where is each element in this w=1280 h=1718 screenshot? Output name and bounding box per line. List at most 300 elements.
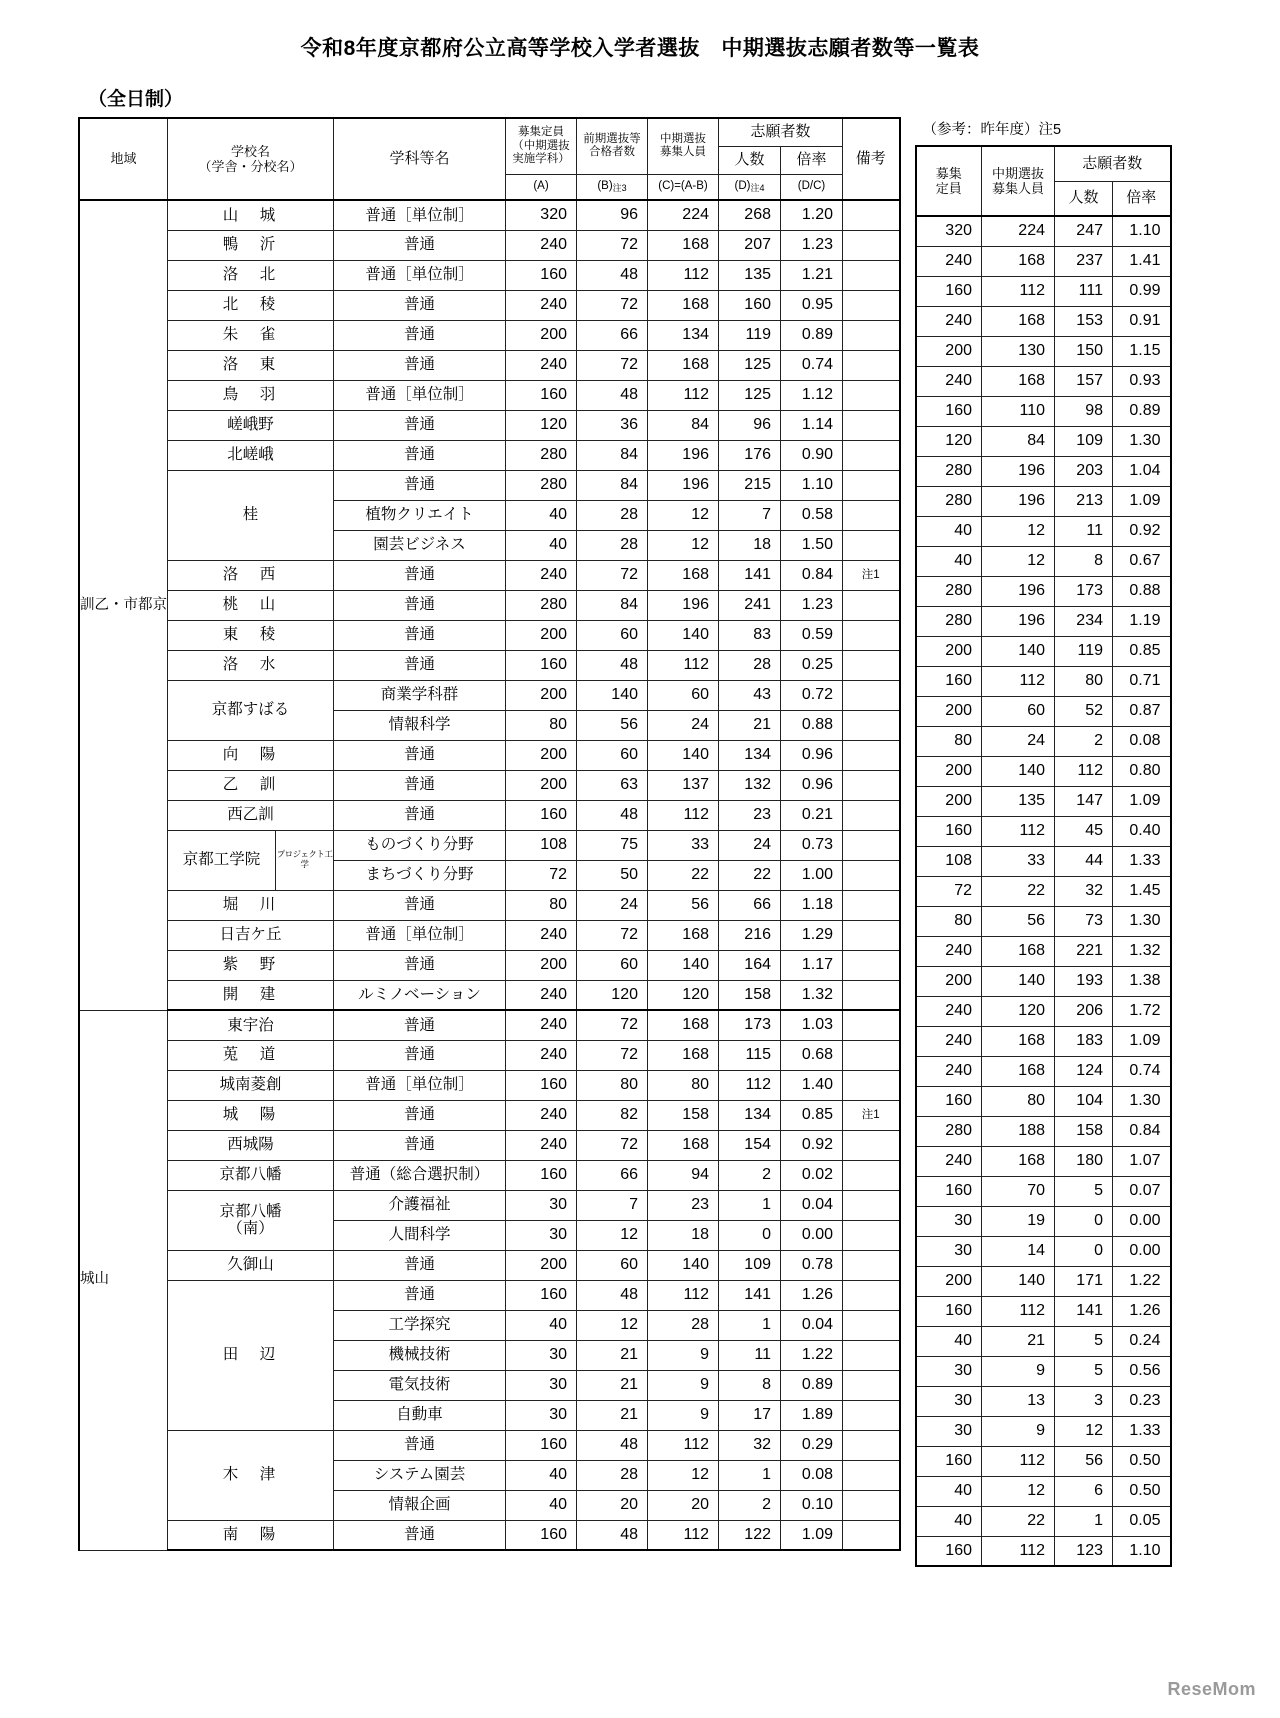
- remark-cell: [843, 1010, 900, 1040]
- reference-table-row: [916, 1476, 1171, 1506]
- region-char: 山: [94, 1271, 109, 1288]
- school-name-cell: 堀 川: [168, 890, 334, 920]
- region-char: 都: [138, 596, 153, 613]
- mid-quota-cell: 224: [648, 200, 719, 230]
- reference-table-row: [916, 786, 1171, 816]
- rate-cell: 0.00: [781, 1220, 843, 1250]
- table-row: [79, 350, 900, 380]
- reference-table-row: [916, 1446, 1171, 1476]
- header-pre-code: (B)注3: [577, 174, 648, 200]
- remark-cell: [843, 770, 900, 800]
- school-name-cell: 城南菱創: [168, 1070, 334, 1100]
- table-row: [79, 1190, 900, 1220]
- rate-cell: 1.89: [781, 1400, 843, 1430]
- pre-pass-cell: 72: [577, 350, 648, 380]
- ref-quota-cell: 240: [916, 246, 982, 276]
- rate-cell: 1.40: [781, 1070, 843, 1100]
- quota-cell: 200: [506, 680, 577, 710]
- pre-pass-cell: 60: [577, 1250, 648, 1280]
- reference-table-row: [916, 936, 1171, 966]
- course-name-cell: 電気技術: [334, 1370, 506, 1400]
- rate-cell: 0.78: [781, 1250, 843, 1280]
- reference-table-row: [916, 516, 1171, 546]
- ref-applicant-count-cell: 124: [1055, 1056, 1113, 1086]
- ref-mid-quota-cell: 112: [982, 276, 1055, 306]
- ref-quota-cell: 320: [916, 216, 982, 246]
- ref-quota-cell: 40: [916, 1326, 982, 1356]
- quota-cell: 30: [506, 1400, 577, 1430]
- ref-mid-quota-cell: 14: [982, 1236, 1055, 1266]
- ref-rate-cell: 0.07: [1113, 1176, 1171, 1206]
- ref-mid-quota-cell: 168: [982, 1146, 1055, 1176]
- remark-cell: [843, 1370, 900, 1400]
- reference-table-row: [916, 336, 1171, 366]
- reference-table-row: [916, 1146, 1171, 1176]
- ref-rate-cell: 1.45: [1113, 876, 1171, 906]
- mid-quota-cell: 196: [648, 470, 719, 500]
- reference-table-row: [916, 1296, 1171, 1326]
- school-name-cell: 洛 水: [168, 650, 334, 680]
- rate-cell: 1.26: [781, 1280, 843, 1310]
- ref-applicant-count-cell: 123: [1055, 1536, 1113, 1566]
- school-name-cell: 洛 北: [168, 260, 334, 290]
- remark-cell: [843, 650, 900, 680]
- mid-quota-cell: 168: [648, 1130, 719, 1160]
- ref-rate-cell: 0.67: [1113, 546, 1171, 576]
- ref-rate-cell: 0.87: [1113, 696, 1171, 726]
- ref-quota-cell: 200: [916, 696, 982, 726]
- remark-cell: [843, 380, 900, 410]
- applicant-count-cell: 268: [719, 200, 781, 230]
- ref-header-rate: 倍率: [1113, 181, 1171, 216]
- ref-quota-cell: 30: [916, 1416, 982, 1446]
- reference-table-row: [916, 636, 1171, 666]
- table-row: [79, 740, 900, 770]
- quota-cell: 240: [506, 1130, 577, 1160]
- applicant-count-cell: 21: [719, 710, 781, 740]
- quota-cell: 240: [506, 560, 577, 590]
- ref-mid-quota-cell: 80: [982, 1086, 1055, 1116]
- remark-cell: [843, 1250, 900, 1280]
- table-row: [79, 1430, 900, 1460]
- reference-table-row: [916, 1356, 1171, 1386]
- header-quota-code: (A): [506, 174, 577, 200]
- remark-cell: [843, 350, 900, 380]
- remark-cell: [843, 440, 900, 470]
- school-name-cell: 田 辺: [168, 1280, 334, 1430]
- mid-quota-cell: 9: [648, 1340, 719, 1370]
- reference-table-row: [916, 546, 1171, 576]
- rate-cell: 0.89: [781, 1370, 843, 1400]
- remark-cell: [843, 470, 900, 500]
- applicant-count-cell: 125: [719, 350, 781, 380]
- remark-cell: [843, 1340, 900, 1370]
- remark-cell: [843, 1520, 900, 1550]
- ref-applicant-count-cell: 109: [1055, 426, 1113, 456]
- ref-rate-cell: 1.09: [1113, 486, 1171, 516]
- school-name-cell: 西城陽: [168, 1130, 334, 1160]
- ref-applicant-count-cell: 193: [1055, 966, 1113, 996]
- applicant-count-cell: 154: [719, 1130, 781, 1160]
- ref-quota-cell: 280: [916, 606, 982, 636]
- ref-mid-quota-cell: 112: [982, 816, 1055, 846]
- pre-pass-cell: 80: [577, 1070, 648, 1100]
- ref-rate-cell: 0.50: [1113, 1476, 1171, 1506]
- school-name-cell: 京都工学院: [168, 830, 276, 890]
- ref-rate-cell: 1.72: [1113, 996, 1171, 1026]
- ref-rate-cell: 1.41: [1113, 246, 1171, 276]
- remark-cell: [843, 980, 900, 1010]
- ref-quota-cell: 40: [916, 1506, 982, 1536]
- ref-mid-quota-cell: 9: [982, 1416, 1055, 1446]
- ref-mid-quota-cell: 196: [982, 606, 1055, 636]
- applicant-count-cell: 23: [719, 800, 781, 830]
- table-row: [79, 290, 900, 320]
- applicant-count-cell: 1: [719, 1460, 781, 1490]
- reference-table-row: [916, 246, 1171, 276]
- pre-pass-cell: 72: [577, 230, 648, 260]
- ref-rate-cell: 0.80: [1113, 756, 1171, 786]
- ref-quota-cell: 240: [916, 306, 982, 336]
- region-char: ・: [109, 596, 124, 613]
- region-char: 市: [123, 596, 138, 613]
- quota-cell: 160: [506, 1280, 577, 1310]
- table-row: [79, 1100, 900, 1130]
- ref-rate-cell: 1.32: [1113, 936, 1171, 966]
- rate-cell: 0.90: [781, 440, 843, 470]
- quota-cell: 40: [506, 500, 577, 530]
- ref-rate-cell: 1.10: [1113, 1536, 1171, 1566]
- ref-mid-quota-cell: 12: [982, 1476, 1055, 1506]
- quota-cell: 240: [506, 1100, 577, 1130]
- school-name-cell: 嵯峨野: [168, 410, 334, 440]
- applicant-count-cell: 8: [719, 1370, 781, 1400]
- ref-quota-cell: 280: [916, 1116, 982, 1146]
- quota-cell: 280: [506, 470, 577, 500]
- reference-table-row: [916, 1086, 1171, 1116]
- main-table-body: [79, 200, 900, 1550]
- ref-quota-cell: 160: [916, 816, 982, 846]
- remark-cell: 注1: [843, 560, 900, 590]
- ref-applicant-count-cell: 247: [1055, 216, 1113, 246]
- mid-quota-cell: 56: [648, 890, 719, 920]
- ref-applicant-count-cell: 213: [1055, 486, 1113, 516]
- ref-mid-quota-cell: 112: [982, 1446, 1055, 1476]
- quota-cell: 240: [506, 290, 577, 320]
- course-name-cell: 人間科学: [334, 1220, 506, 1250]
- ref-quota-cell: 72: [916, 876, 982, 906]
- main-data-table: [78, 117, 901, 1551]
- pre-pass-cell: 82: [577, 1100, 648, 1130]
- rate-cell: 1.03: [781, 1010, 843, 1040]
- mid-quota-cell: 140: [648, 740, 719, 770]
- header-applicants-group: 志願者数: [719, 118, 843, 146]
- remark-cell: [843, 500, 900, 530]
- ref-rate-cell: 1.30: [1113, 426, 1171, 456]
- reference-table-row: [916, 216, 1171, 246]
- ref-rate-cell: 1.09: [1113, 786, 1171, 816]
- school-name-cell: 山 城: [168, 200, 334, 230]
- pre-pass-cell: 60: [577, 740, 648, 770]
- remark-cell: [843, 1460, 900, 1490]
- course-name-cell: 園芸ビジネス: [334, 530, 506, 560]
- course-name-cell: 普通: [334, 350, 506, 380]
- header-region: [79, 118, 168, 200]
- ref-mid-quota-cell: 196: [982, 456, 1055, 486]
- quota-cell: 80: [506, 890, 577, 920]
- ref-applicant-count-cell: 206: [1055, 996, 1113, 1026]
- table-row: [79, 1280, 900, 1310]
- table-row: [79, 1010, 900, 1040]
- ref-quota-cell: 160: [916, 666, 982, 696]
- pre-pass-cell: 48: [577, 1280, 648, 1310]
- ref-mid-quota-cell: 224: [982, 216, 1055, 246]
- rate-cell: 1.10: [781, 470, 843, 500]
- reference-table-row: [916, 966, 1171, 996]
- course-name-cell: 普通（総合選択制）: [334, 1160, 506, 1190]
- mid-quota-cell: 23: [648, 1190, 719, 1220]
- remark-cell: [843, 260, 900, 290]
- ref-rate-cell: 0.99: [1113, 276, 1171, 306]
- table-row: [79, 590, 900, 620]
- header-school: [168, 118, 334, 200]
- table-row: [79, 980, 900, 1010]
- ref-mid-quota-cell: 168: [982, 306, 1055, 336]
- school-name-cell: 桃 山: [168, 590, 334, 620]
- pre-pass-cell: 48: [577, 800, 648, 830]
- quota-cell: 30: [506, 1220, 577, 1250]
- rate-cell: 1.20: [781, 200, 843, 230]
- remark-cell: [843, 1430, 900, 1460]
- reference-table-row: [916, 1176, 1171, 1206]
- course-name-cell: 普通: [334, 590, 506, 620]
- course-name-cell: 普通: [334, 650, 506, 680]
- ref-quota-cell: 160: [916, 1086, 982, 1116]
- course-name-cell: 普通: [334, 890, 506, 920]
- reference-table-row: [916, 846, 1171, 876]
- quota-cell: 200: [506, 320, 577, 350]
- applicant-count-cell: 32: [719, 1430, 781, 1460]
- remark-cell: [843, 1160, 900, 1190]
- reference-table-row: [916, 396, 1171, 426]
- table-row: [79, 1070, 900, 1100]
- school-name-cell: 開 建: [168, 980, 334, 1010]
- ref-mid-quota-cell: 112: [982, 666, 1055, 696]
- quota-cell: 320: [506, 200, 577, 230]
- ref-rate-cell: 1.33: [1113, 846, 1171, 876]
- pre-pass-cell: 72: [577, 1130, 648, 1160]
- ref-mid-quota-cell: 168: [982, 936, 1055, 966]
- ref-applicant-count-cell: 221: [1055, 936, 1113, 966]
- pre-pass-cell: 21: [577, 1370, 648, 1400]
- region-cell: [79, 200, 168, 1010]
- mid-quota-cell: 80: [648, 1070, 719, 1100]
- mid-quota-cell: 112: [648, 650, 719, 680]
- pre-pass-cell: 7: [577, 1190, 648, 1220]
- remark-cell: [843, 1280, 900, 1310]
- rate-cell: 0.68: [781, 1040, 843, 1070]
- ref-applicant-count-cell: 237: [1055, 246, 1113, 276]
- table-row: [79, 380, 900, 410]
- mid-quota-cell: 168: [648, 1010, 719, 1040]
- applicant-count-cell: 119: [719, 320, 781, 350]
- ref-header-applicants-group: 志願者数: [1055, 146, 1171, 181]
- table-row: [79, 200, 900, 230]
- ref-quota-cell: 160: [916, 1296, 982, 1326]
- ref-mid-quota-cell: 110: [982, 396, 1055, 426]
- ref-quota-cell: 200: [916, 786, 982, 816]
- ref-rate-cell: 0.93: [1113, 366, 1171, 396]
- quota-cell: 160: [506, 380, 577, 410]
- ref-rate-cell: 0.40: [1113, 816, 1171, 846]
- ref-quota-cell: 80: [916, 726, 982, 756]
- ref-rate-cell: 1.15: [1113, 336, 1171, 366]
- course-name-cell: 工学探究: [334, 1310, 506, 1340]
- pre-pass-cell: 72: [577, 1010, 648, 1040]
- page-subtitle: （全日制）: [88, 89, 184, 110]
- ref-rate-cell: 1.09: [1113, 1026, 1171, 1056]
- ref-applicant-count-cell: 45: [1055, 816, 1113, 846]
- table-row: [79, 230, 900, 260]
- header-count: 人数: [719, 146, 781, 174]
- mid-quota-cell: 112: [648, 1430, 719, 1460]
- remark-cell: [843, 1040, 900, 1070]
- mid-quota-cell: 9: [648, 1400, 719, 1430]
- ref-rate-cell: 0.71: [1113, 666, 1171, 696]
- ref-quota-cell: 240: [916, 366, 982, 396]
- pre-pass-cell: 72: [577, 920, 648, 950]
- table-row: [79, 560, 900, 590]
- rate-cell: 0.89: [781, 320, 843, 350]
- rate-cell: 1.09: [781, 1520, 843, 1550]
- mid-quota-cell: 12: [648, 530, 719, 560]
- region-char: 訓: [80, 596, 95, 613]
- ref-mid-quota-cell: 21: [982, 1326, 1055, 1356]
- ref-applicant-count-cell: 1: [1055, 1506, 1113, 1536]
- course-name-cell: ルミノベーション: [334, 980, 506, 1010]
- remark-cell: [843, 200, 900, 230]
- applicant-count-cell: 176: [719, 440, 781, 470]
- reference-table-body: [916, 216, 1171, 1566]
- remark-cell: [843, 1190, 900, 1220]
- quota-cell: 240: [506, 1010, 577, 1040]
- table-row: [79, 320, 900, 350]
- ref-applicant-count-cell: 2: [1055, 726, 1113, 756]
- quota-cell: 200: [506, 1250, 577, 1280]
- applicant-count-cell: 83: [719, 620, 781, 650]
- pre-pass-cell: 28: [577, 1460, 648, 1490]
- rate-cell: 1.32: [781, 980, 843, 1010]
- ref-quota-cell: 160: [916, 1176, 982, 1206]
- reference-table-row: [916, 1236, 1171, 1266]
- applicant-count-cell: 7: [719, 500, 781, 530]
- quota-cell: 108: [506, 830, 577, 860]
- rate-cell: 0.29: [781, 1430, 843, 1460]
- ref-mid-quota-cell: 84: [982, 426, 1055, 456]
- rate-cell: 0.92: [781, 1130, 843, 1160]
- ref-quota-cell: 200: [916, 636, 982, 666]
- ref-rate-cell: 0.24: [1113, 1326, 1171, 1356]
- rate-cell: 0.95: [781, 290, 843, 320]
- school-name-cell: 鳥 羽: [168, 380, 334, 410]
- applicant-count-cell: 2: [719, 1490, 781, 1520]
- ref-rate-cell: 1.30: [1113, 906, 1171, 936]
- ref-applicant-count-cell: 5: [1055, 1176, 1113, 1206]
- quota-cell: 240: [506, 230, 577, 260]
- quota-cell: 200: [506, 950, 577, 980]
- rate-cell: 0.59: [781, 620, 843, 650]
- applicant-count-cell: 164: [719, 950, 781, 980]
- table-row: [79, 1040, 900, 1070]
- remark-cell: [843, 860, 900, 890]
- header-region-label: 地域: [110, 150, 137, 166]
- rate-cell: 1.14: [781, 410, 843, 440]
- reference-table-row: [916, 1056, 1171, 1086]
- table-row: [79, 920, 900, 950]
- course-name-cell: 情報科学: [334, 710, 506, 740]
- mid-quota-cell: 12: [648, 500, 719, 530]
- applicant-count-cell: 207: [719, 230, 781, 260]
- table-row: [79, 440, 900, 470]
- table-row: [79, 1160, 900, 1190]
- ref-applicant-count-cell: 11: [1055, 516, 1113, 546]
- ref-mid-quota-cell: 196: [982, 486, 1055, 516]
- school-name-cell: 洛 西: [168, 560, 334, 590]
- ref-mid-quota-cell: 12: [982, 516, 1055, 546]
- quota-cell: 72: [506, 860, 577, 890]
- mid-quota-cell: 60: [648, 680, 719, 710]
- course-name-cell: 普通: [334, 410, 506, 440]
- ref-applicant-count-cell: 157: [1055, 366, 1113, 396]
- course-name-cell: 普通: [334, 290, 506, 320]
- ref-quota-cell: 160: [916, 1536, 982, 1566]
- school-name-cell: 南 陽: [168, 1520, 334, 1550]
- course-name-cell: 普通: [334, 1010, 506, 1040]
- ref-quota-cell: 240: [916, 1146, 982, 1176]
- rate-cell: 0.73: [781, 830, 843, 860]
- applicant-count-cell: 215: [719, 470, 781, 500]
- remark-cell: [843, 950, 900, 980]
- mid-quota-cell: 168: [648, 560, 719, 590]
- ref-rate-cell: 0.91: [1113, 306, 1171, 336]
- ref-rate-cell: 0.85: [1113, 636, 1171, 666]
- ref-header-row-1: [916, 146, 1171, 181]
- applicant-count-cell: 1: [719, 1310, 781, 1340]
- ref-mid-quota-cell: 120: [982, 996, 1055, 1026]
- ref-applicant-count-cell: 8: [1055, 546, 1113, 576]
- rate-cell: 1.18: [781, 890, 843, 920]
- course-name-cell: 普通: [334, 440, 506, 470]
- school-name-cell: 莵 道: [168, 1040, 334, 1070]
- mid-quota-cell: 168: [648, 350, 719, 380]
- reference-table-row: [916, 726, 1171, 756]
- pre-pass-cell: 96: [577, 200, 648, 230]
- applicant-count-cell: 115: [719, 1040, 781, 1070]
- ref-quota-cell: 280: [916, 456, 982, 486]
- ref-mid-quota-cell: 112: [982, 1536, 1055, 1566]
- ref-applicant-count-cell: 98: [1055, 396, 1113, 426]
- quota-cell: 240: [506, 1040, 577, 1070]
- pre-pass-cell: 28: [577, 500, 648, 530]
- course-name-cell: 普通: [334, 1430, 506, 1460]
- ref-applicant-count-cell: 234: [1055, 606, 1113, 636]
- reference-caption: （参考：昨年度）注5: [922, 122, 1062, 138]
- header-course: 学科等名: [334, 118, 506, 200]
- ref-mid-quota-cell: 12: [982, 546, 1055, 576]
- ref-applicant-count-cell: 183: [1055, 1026, 1113, 1056]
- ref-applicant-count-cell: 171: [1055, 1266, 1113, 1296]
- ref-rate-cell: 0.08: [1113, 726, 1171, 756]
